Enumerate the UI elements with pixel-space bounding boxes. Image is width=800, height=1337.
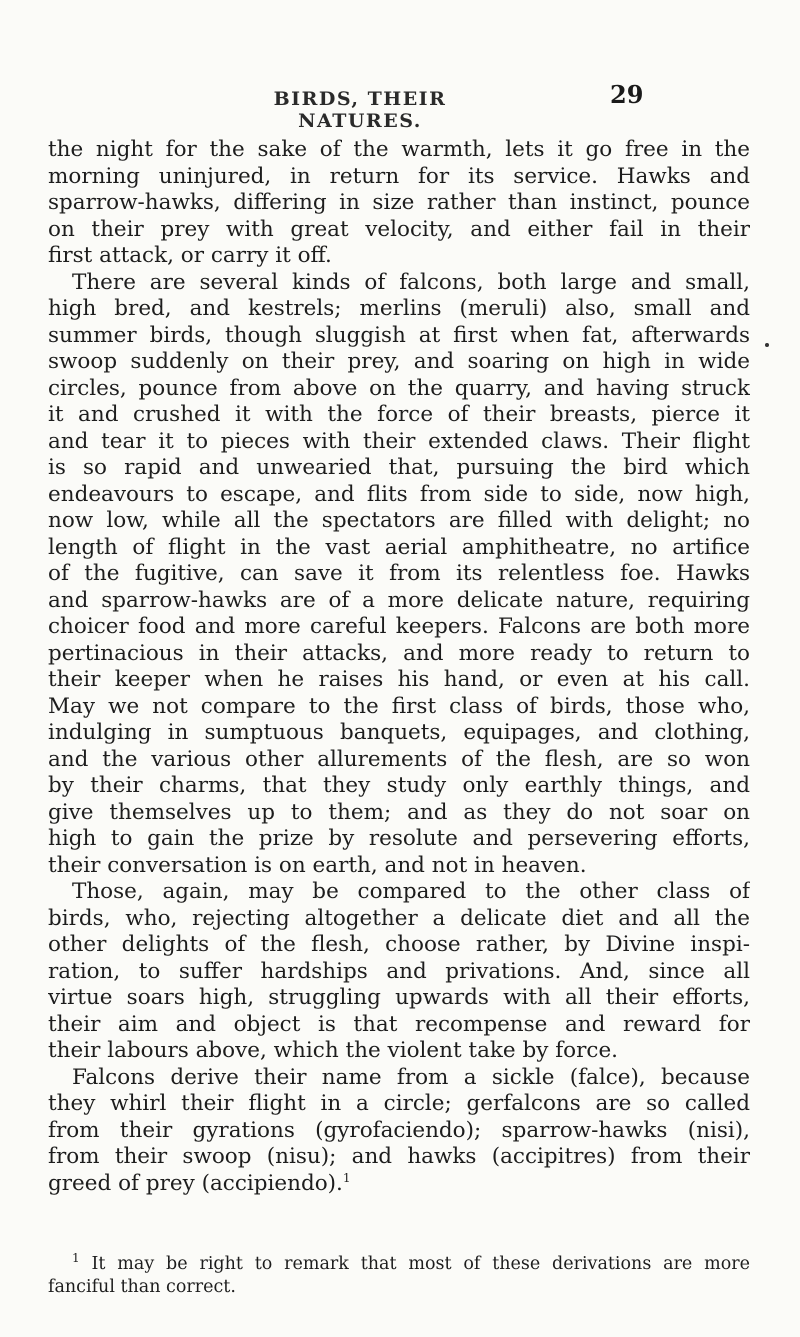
text-line: of the fugitive, can save it from its relentless foe. Hawks bbox=[48, 561, 750, 586]
text-line: from their gyrations (gyrofaciendo); sparrow-hawks (nisi), bbox=[48, 1117, 750, 1143]
text-line: May we not compare to the first class of birds, those who, bbox=[48, 693, 750, 719]
text-line: Falcons derive their name from a sickle (falce), because bbox=[72, 1064, 750, 1090]
text-line: on their prey with great velocity, and either fail in their bbox=[48, 216, 750, 242]
text-line: by their charms, that they study only earthly things, and bbox=[48, 773, 750, 798]
text-line: length of flight in the vast aerial amphitheatre, no artifice bbox=[48, 534, 750, 560]
text-line: sparrow-hawks, differing in size rather than instinct, pounce bbox=[48, 190, 750, 215]
footnote bbox=[48, 1253, 750, 1299]
footnote-text: It may be right to remark that most of these derivations are more bbox=[91, 1254, 750, 1274]
text-line: indulging in sumptuous banquets, equipages, and clothing, bbox=[48, 720, 750, 745]
body-text bbox=[48, 137, 750, 1197]
text-line: choicer food and more careful keepers. Falcons are both more bbox=[48, 614, 750, 639]
text-line: ration, to suffer hardships and privations. And, since all bbox=[48, 958, 750, 984]
text-line: and sparrow-hawks are of a more delicate nature, requiring bbox=[48, 587, 750, 613]
text-line: their conversation is on earth, and not in heaven. bbox=[48, 852, 587, 878]
text-line-with-footnote-ref bbox=[48, 1171, 750, 1198]
footnote-line: fanciful than correct. bbox=[48, 1277, 236, 1297]
text-line: now low, while all the spectators are filled with delight; no bbox=[48, 508, 750, 533]
text-line: give themselves up to them; and as they do not soar on bbox=[48, 799, 750, 825]
text-line: is so rapid and unwearied that, pursuing the bird which bbox=[48, 455, 750, 480]
text-line: circles, pounce from above on the quarry, and having struck bbox=[48, 375, 750, 401]
text-line: from their swoop (nisu); and hawks (accipitres) from their bbox=[48, 1144, 750, 1169]
text-line: virtue soars high, struggling upwards with all their efforts, bbox=[48, 985, 750, 1010]
text-line: swoop suddenly on their prey, and soaring on high in wide bbox=[48, 349, 750, 374]
text-line: greed of prey (accipiendo). bbox=[48, 1170, 343, 1196]
margin-speck bbox=[765, 343, 769, 347]
text-line: other delights of the flesh, choose rather, by Divine inspi- bbox=[48, 932, 750, 957]
text-line: and the various other allurements of the flesh, are so won bbox=[48, 746, 750, 772]
page-number: 29 bbox=[610, 80, 644, 109]
text-line: their labours above, which the violent take by force. bbox=[48, 1038, 619, 1063]
running-head: BIRDS, THEIR NATURES. bbox=[273, 88, 447, 132]
text-line: There are several kinds of falcons, both large and small, bbox=[72, 269, 750, 295]
text-line: it and crushed it with the force of their breasts, pierce it bbox=[48, 402, 750, 427]
text-line: high to gain the prize by resolute and persevering efforts, bbox=[48, 826, 750, 851]
text-line: the night for the sake of the warmth, lets it go free in the bbox=[48, 137, 750, 162]
text-line: birds, who, rejecting altogether a delicate diet and all the bbox=[48, 905, 750, 931]
text-line: high bred, and kestrels; merlins (meruli) also, small and bbox=[48, 296, 750, 321]
text-line: and tear it to pieces with their extended claws. Their flight bbox=[48, 428, 750, 454]
text-line: Those, again, may be compared to the other class of bbox=[72, 879, 750, 904]
footnote-ref: 1 bbox=[342, 1170, 351, 1185]
text-line: endeavours to escape, and flits from side to side, now high, bbox=[48, 481, 750, 507]
text-line: morning uninjured, in return for its service. Hawks and bbox=[48, 163, 750, 189]
text-line: their keeper when he raises his hand, or even at his call. bbox=[48, 667, 750, 692]
text-line: pertinacious in their attacks, and more ready to return to bbox=[48, 640, 750, 666]
footnote-line bbox=[48, 1253, 750, 1276]
text-line: they whirl their flight in a circle; gerfalcons are so called bbox=[48, 1091, 750, 1116]
text-line: summer birds, though sluggish at first when fat, afterwards bbox=[48, 322, 750, 348]
footnote-marker: 1 bbox=[72, 1253, 80, 1266]
text-line: their aim and object is that recompense and reward for bbox=[48, 1011, 750, 1037]
text-line: first attack, or carry it off. bbox=[48, 243, 332, 268]
